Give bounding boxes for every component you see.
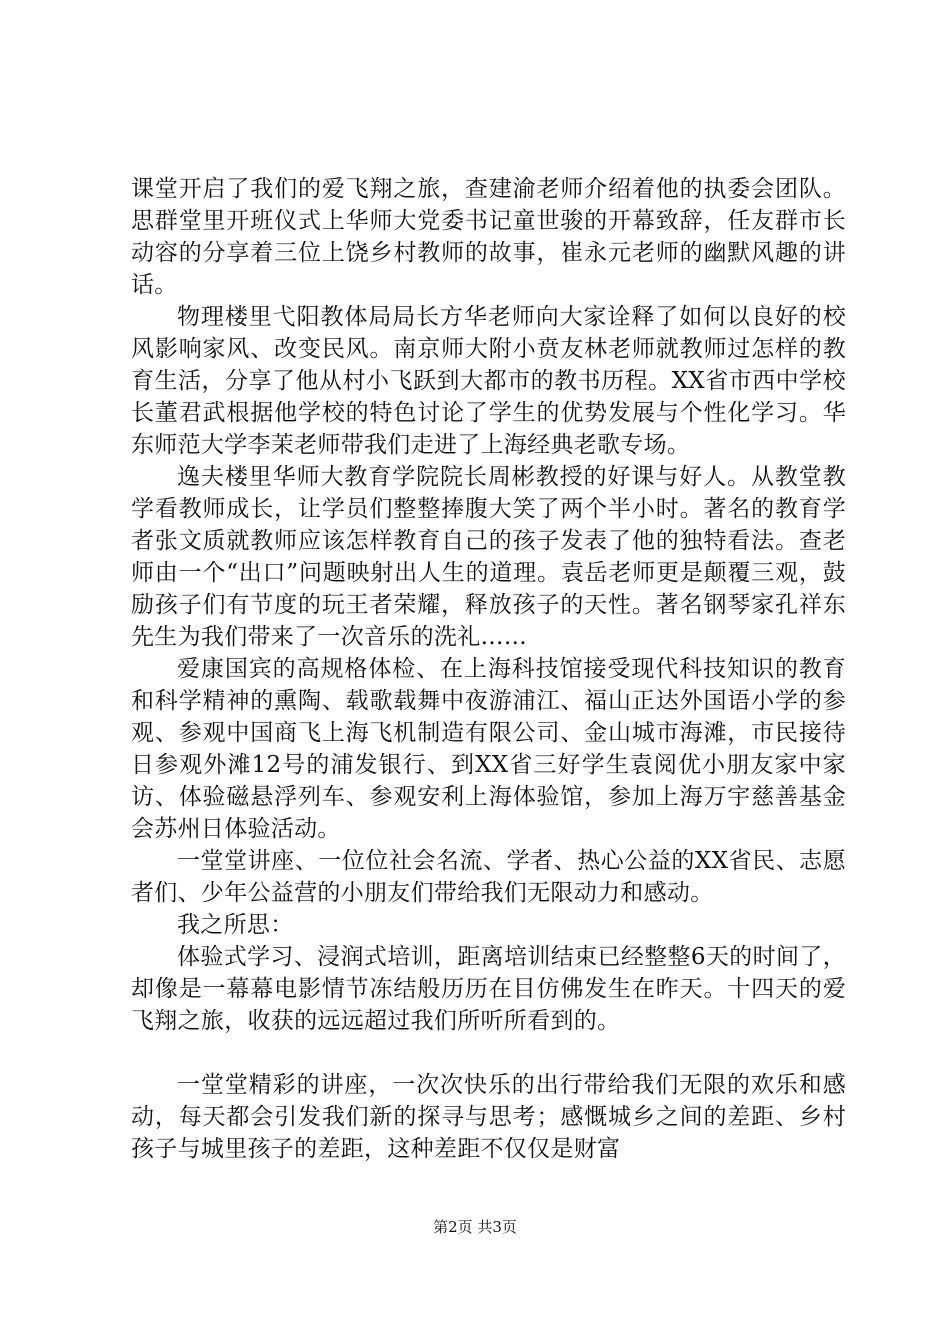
- paragraph-4: 爱康国宾的高规格体检、在上海科技馆接受现代科技知识的教育和科学精神的熏陶、载歌载舞中夜游浦江、福山正达外国语小学的参观、参观中国商飞上海飞机制造有限公司、金山城市海滩，市民接待日参观外滩12号的浦发银行、到XX省三好学生袁阅优小朋友家中家访、体验磁悬浮列车、参观安利上海体验馆，参加上海万宇慈善基金会苏州日体验活动。: [131, 656, 846, 842]
- paragraph-3: 逸夫楼里华师大教育学院院长周彬教授的好课与好人。从教堂教学看教师成长，让学员们整整捧腹大笑了两个半小时。著名的教育学者张文质就教师应该怎样教育自己的孩子发表了他的独特看法。查老师由一个“出口”问题映射出人生的道理。袁岳老师更是颠覆三观，鼓励孩子们有节度的玩王者荣耀，释放孩子的天性。著名钢琴家孔祥东先生为我们带来了一次音乐的洗礼……: [131, 464, 846, 650]
- page-footer: 第2页 共3页: [433, 1218, 517, 1236]
- document-body: [131, 173, 846, 1165]
- section-heading-reflection: 我之所思：: [177, 912, 294, 938]
- paragraph-7: 体验式学习、浸润式培训，距离培训结束已经整整6天的时间了，却像是一幕幕电影情节冻结般历历在目仿佛发生在昨天。十四天的爱飞翔之旅，收获的远远超过我们所听所看到的。: [131, 944, 846, 1034]
- paragraph-8: 一堂堂精彩的讲座，一次次快乐的出行带给我们无限的欢乐和感动，每天都会引发我们新的探寻与思考；感慨城乡之间的差距、乡村孩子与城里孩子的差距，这种差距不仅仅是财富: [131, 1072, 846, 1162]
- paragraph-5: 一堂堂讲座、一位位社会名流、学者、热心公益的XX省民、志愿者们、少年公益营的小朋友们带给我们无限动力和感动。: [131, 848, 846, 906]
- paragraph-1: 课堂开启了我们的爱飞翔之旅，查建渝老师介绍着他的执委会团队。思群堂里开班仪式上华师大党委书记童世骏的开幕致辞，任友群市长动容的分享着三位上饶乡村教师的故事，崔永元老师的幽默风趣的讲话。: [131, 176, 846, 298]
- paragraph-2: 物理楼里弋阳教体局局长方华老师向大家诠释了如何以良好的校风影响家风、改变民风。南京师大附小贲友林老师就教师过怎样的教育生活，分享了他从村小飞跃到大都市的教书历程。XX省市西中学校长董君武根据他学校的特色讨论了学生的优势发展与个性化学习。华东师范大学李茉老师带我们走进了上海经典老歌专场。: [131, 304, 846, 458]
